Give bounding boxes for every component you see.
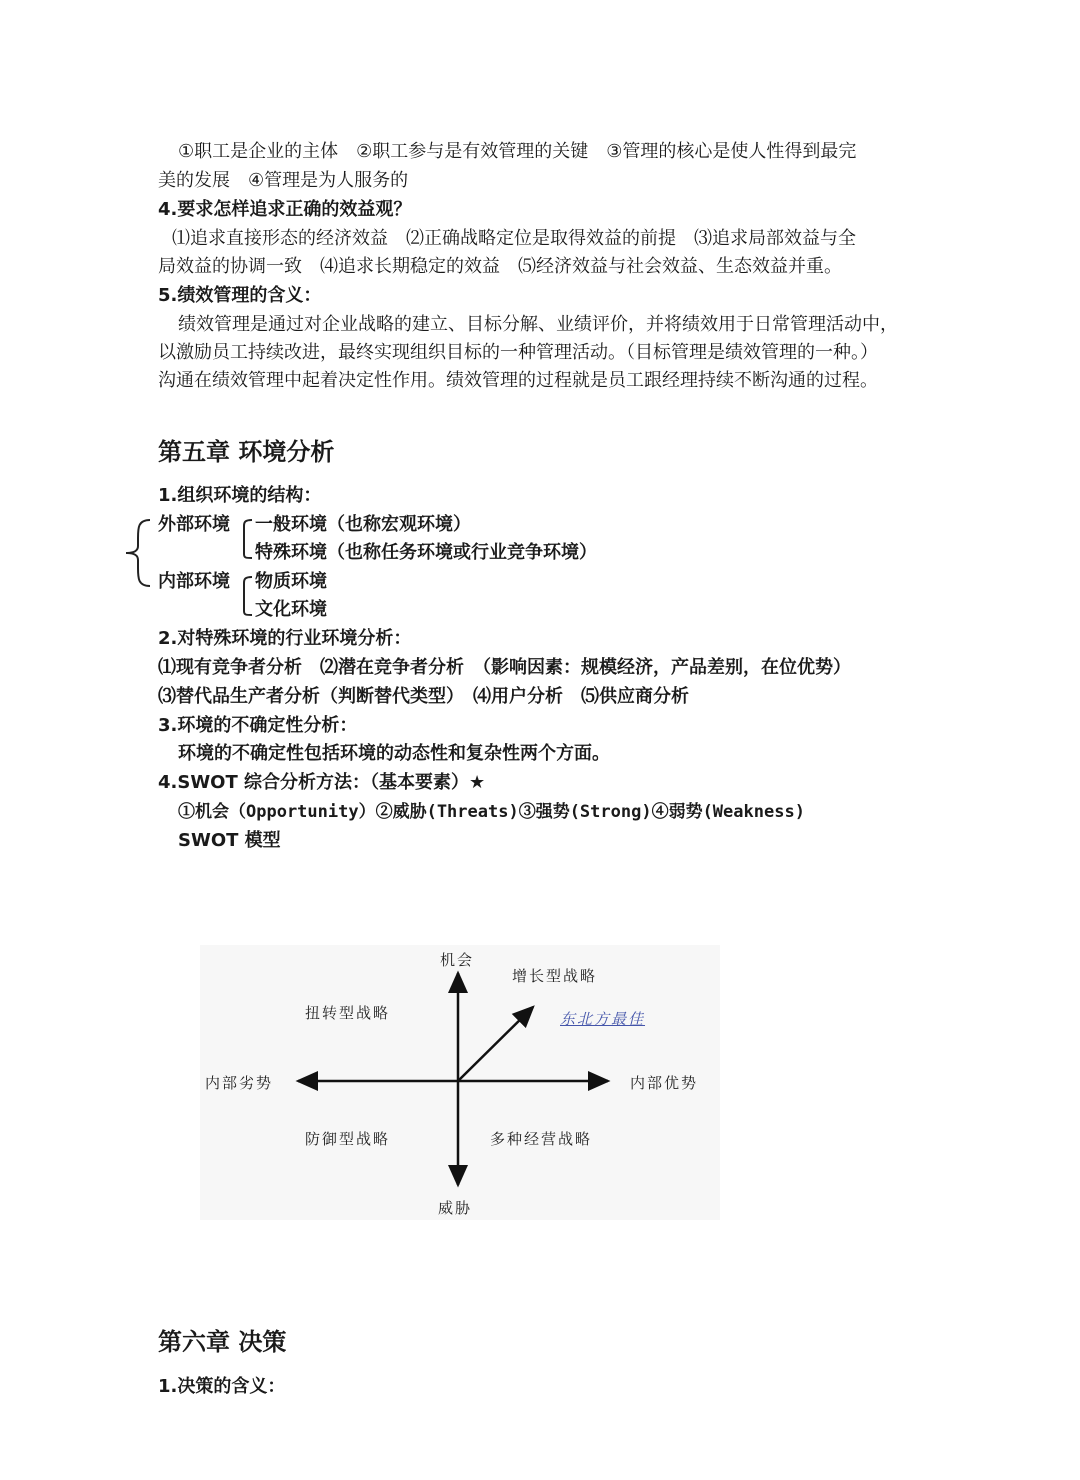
industry-analysis-title: 2.对特殊环境的行业环境分析： bbox=[158, 628, 412, 649]
internal-bracket-icon bbox=[236, 573, 256, 619]
threat-label: 威胁 bbox=[438, 1199, 473, 1217]
question-4-title: 4.要求怎样追求正确的效益观？ bbox=[158, 199, 412, 220]
material-env-label: 物质环境 bbox=[255, 571, 327, 592]
task-env-label: 特殊环境（也称任务环境或行业竞争环境） bbox=[255, 542, 597, 563]
external-env-label: 外部环境 bbox=[158, 514, 230, 535]
env-structure-title: 1.组织环境的结构： bbox=[158, 485, 322, 506]
turnaround-strategy-label: 扭转型战略 bbox=[305, 1004, 391, 1022]
internal-strength-label: 内部优势 bbox=[630, 1074, 699, 1092]
diversification-strategy-label: 多种经营战略 bbox=[490, 1130, 593, 1148]
swot-elements-line: ①机会（Opportunity）②威胁(Threats)③强势(Strong)④弱势(Weakness) bbox=[178, 802, 805, 822]
internal-env-label: 内部环境 bbox=[158, 571, 230, 592]
internal-weakness-label: 内部劣势 bbox=[205, 1074, 274, 1092]
industry-analysis-line-2: ⑶替代品生产者分析（判断替代类型） ⑷用户分析 ⑸供应商分析 bbox=[158, 686, 689, 707]
growth-diagonal-arrow bbox=[458, 1007, 533, 1081]
swot-diagram bbox=[200, 945, 720, 1220]
culture-env-label: 文化环境 bbox=[255, 599, 327, 620]
industry-analysis-line-1: ⑴现有竞争者分析 ⑵潜在竞争者分析 （影响因素：规模经济，产品差别，在位优势） bbox=[158, 657, 851, 678]
question-4-line-1: ⑴追求直接形态的经济效益 ⑵正确战略定位是取得效益的前提 ⑶追求局部效益与全 bbox=[172, 228, 856, 249]
growth-strategy-label: 增长型战略 bbox=[512, 967, 598, 985]
outer-brace-icon bbox=[118, 518, 158, 588]
question-5-line-3: 沟通在绩效管理中起着决定性作用。绩效管理的过程就是员工跟经理持续不断沟通的过程。 bbox=[158, 370, 878, 391]
swot-model-label: SWOT 模型 bbox=[178, 830, 281, 851]
opportunity-label: 机会 bbox=[440, 951, 475, 969]
chapter-6-title: 第六章 决策 bbox=[158, 1328, 287, 1356]
question-5-line-2: 以激励员工持续改进，最终实现组织目标的一种管理活动。（目标管理是绩效管理的一种。） bbox=[158, 342, 878, 363]
defensive-strategy-label: 防御型战略 bbox=[305, 1130, 391, 1148]
chapter-5-title: 第五章 环境分析 bbox=[158, 438, 335, 466]
decision-meaning-title: 1.决策的含义： bbox=[158, 1376, 286, 1397]
external-bracket-icon bbox=[236, 516, 256, 562]
principles-line-2: 美的发展 ④管理是为人服务的 bbox=[158, 170, 409, 191]
question-4-line-2: 局效益的协调一致 ⑷追求长期稳定的效益 ⑸经济效益与社会效益、生态效益并重。 bbox=[158, 256, 842, 277]
signature-text: 东北方最佳 bbox=[560, 1010, 646, 1028]
uncertainty-line: 环境的不确定性包括环境的动态性和复杂性两个方面。 bbox=[178, 743, 610, 764]
principles-line-1: ①职工是企业的主体 ②职工参与是有效管理的关键 ③管理的核心是使人性得到最完 bbox=[178, 141, 857, 162]
swot-method-title: 4.SWOT 综合分析方法：（基本要素）★ bbox=[158, 772, 486, 793]
general-env-label: 一般环境（也称宏观环境） bbox=[255, 514, 471, 535]
question-5-title: 5.绩效管理的含义： bbox=[158, 285, 322, 306]
uncertainty-title: 3.环境的不确定性分析： bbox=[158, 715, 358, 736]
question-5-line-1: 绩效管理是通过对企业战略的建立、目标分解、业绩评价，并将绩效用于日常管理活动中， bbox=[178, 314, 898, 335]
